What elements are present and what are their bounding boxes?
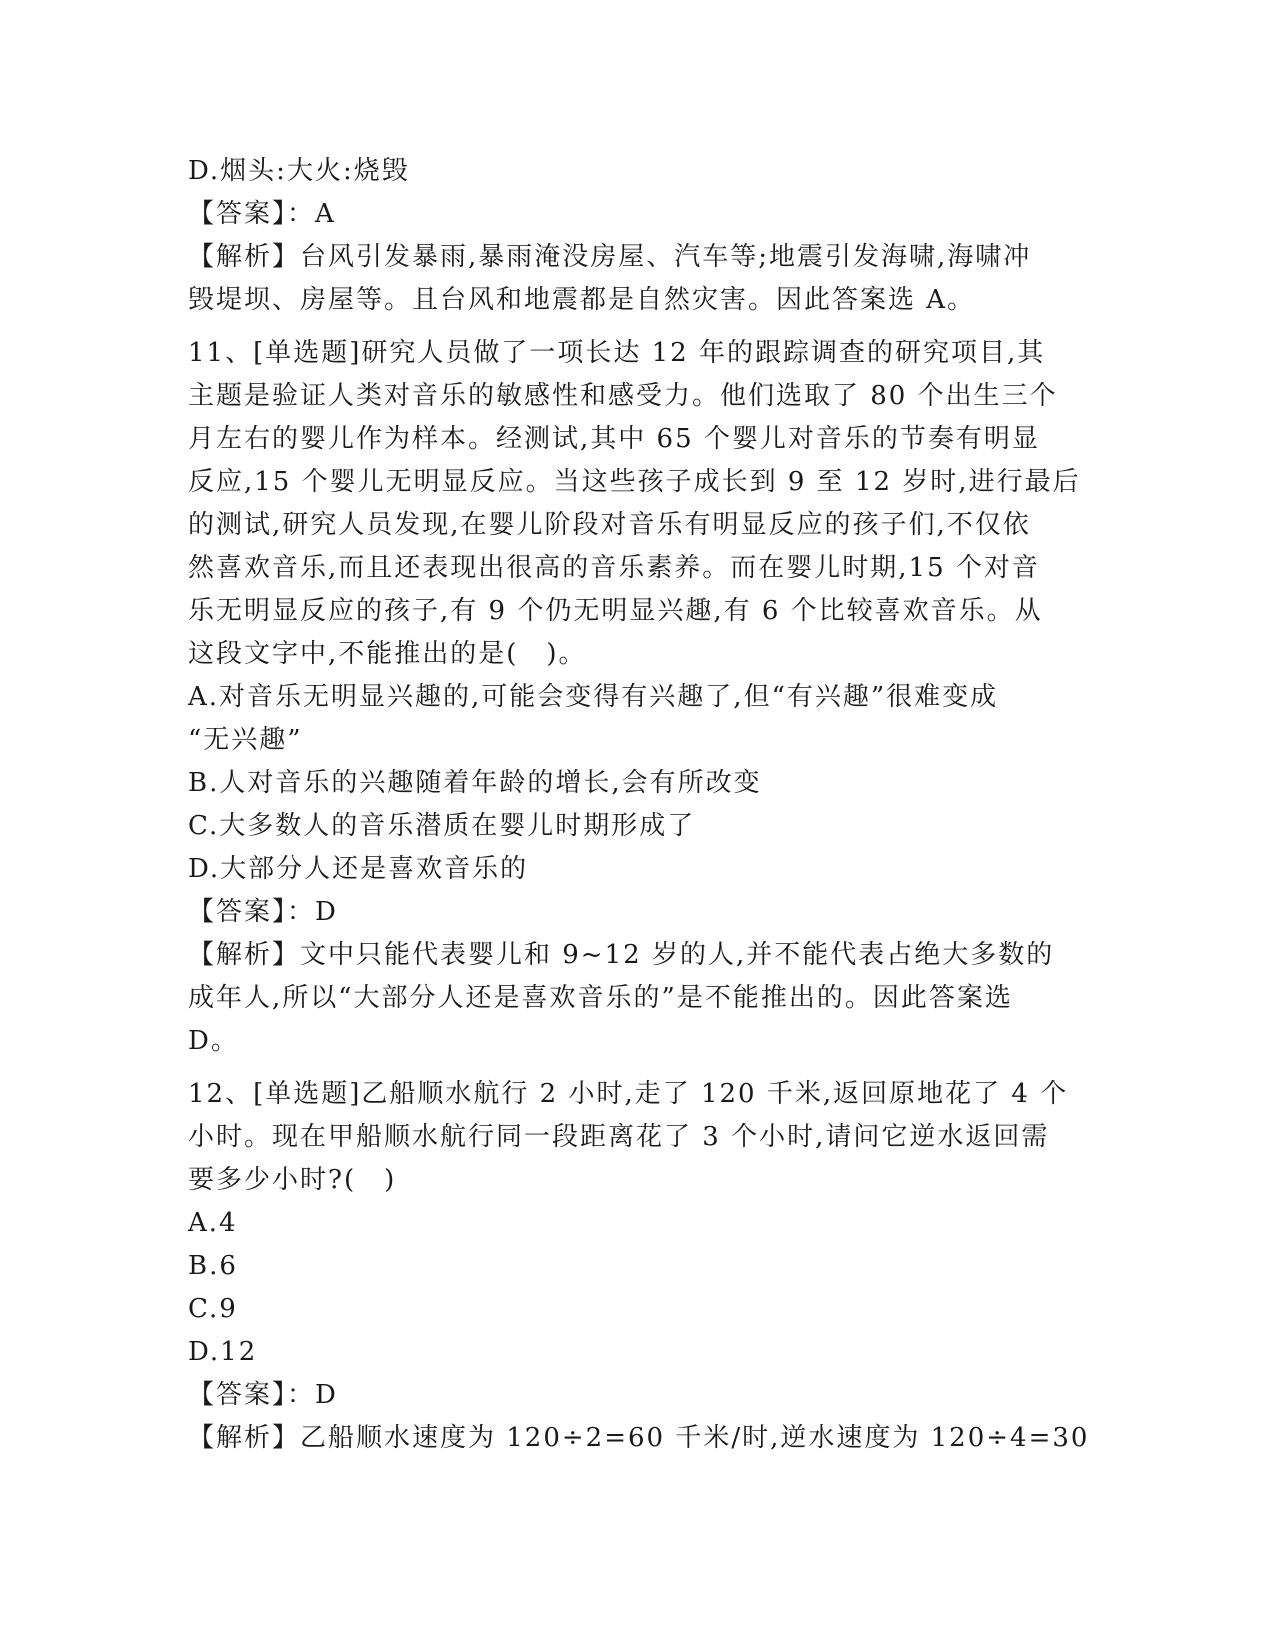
option-d: D.烟头:大火:烧毁	[188, 156, 410, 186]
option-a-continued: “无兴趣”	[188, 725, 303, 755]
analysis-line: 【解析】文中只能代表婴儿和 9~12 岁的人,并不能代表占绝大多数的	[188, 940, 1055, 970]
previous-question-tail	[188, 150, 1088, 322]
option-d: D.12	[188, 1337, 258, 1367]
question-stem-line: 这段文字中,不能推出的是( )。	[188, 639, 587, 669]
question-stem-line: 反应,15 个婴儿无明显反应。当这些孩子成长到 9 至 12 岁时,进行最后	[188, 467, 1081, 497]
answer-line: 【答案】：D	[188, 1380, 338, 1410]
analysis-line: 毁堤坝、房屋等。且台风和地震都是自然灾害。因此答案选 A。	[188, 285, 976, 315]
analysis-line: 【解析】台风引发暴雨,暴雨淹没房屋、汽车等;地震引发海啸,海啸冲	[188, 242, 1032, 272]
question-stem-line: 月左右的婴儿作为样本。经测试,其中 65 个婴儿对音乐的节奏有明显	[188, 424, 1040, 454]
analysis-line: D。	[188, 1026, 239, 1056]
option-c: C.9	[188, 1294, 238, 1324]
analysis-line: 成年人,所以“大部分人还是喜欢音乐的”是不能推出的。因此答案选	[188, 983, 1013, 1013]
option-c: C.大多数人的音乐潜质在婴儿时期形成了	[188, 811, 696, 841]
option-b: B.6	[188, 1251, 238, 1281]
question-stem-line: 然喜欢音乐,而且还表现出很高的音乐素养。而在婴儿时期,15 个对音	[188, 553, 1040, 583]
question-stem-line: 主题是验证人类对音乐的敏感性和感受力。他们选取了 80 个出生三个	[188, 381, 1058, 411]
option-b: B.人对音乐的兴趣随着年龄的增长,会有所改变	[188, 768, 762, 798]
question-12	[188, 1073, 1088, 1460]
document-page	[188, 150, 1088, 1460]
answer-line: 【答案】：D	[188, 897, 338, 927]
question-stem-line: 小时。现在甲船顺水航行同一段距离花了 3 个小时,请问它逆水返回需	[188, 1122, 1050, 1152]
option-a: A.4	[188, 1208, 238, 1238]
question-11	[188, 332, 1088, 1063]
option-d: D.大部分人还是喜欢音乐的	[188, 854, 529, 884]
question-stem-line: 的测试,研究人员发现,在婴儿阶段对音乐有明显反应的孩子们,不仅依	[188, 510, 1031, 540]
question-stem-line: 11、[单选题]研究人员做了一项长达 12 年的跟踪调查的研究项目,其	[188, 338, 1046, 368]
option-a: A.对音乐无明显兴趣的,可能会变得有兴趣了,但“有兴趣”很难变成	[188, 682, 999, 712]
analysis-line: 【解析】乙船顺水速度为 120÷2=60 千米/时,逆水速度为 120÷4=30	[188, 1423, 1090, 1453]
answer-line: 【答案】：A	[188, 199, 336, 229]
question-stem-line: 要多少小时?( )	[188, 1165, 397, 1195]
question-stem-line: 乐无明显反应的孩子,有 9 个仍无明显兴趣,有 6 个比较喜欢音乐。从	[188, 596, 1043, 626]
question-stem-line: 12、[单选题]乙船顺水航行 2 小时,走了 120 千米,返回原地花了 4 个	[188, 1079, 1069, 1109]
